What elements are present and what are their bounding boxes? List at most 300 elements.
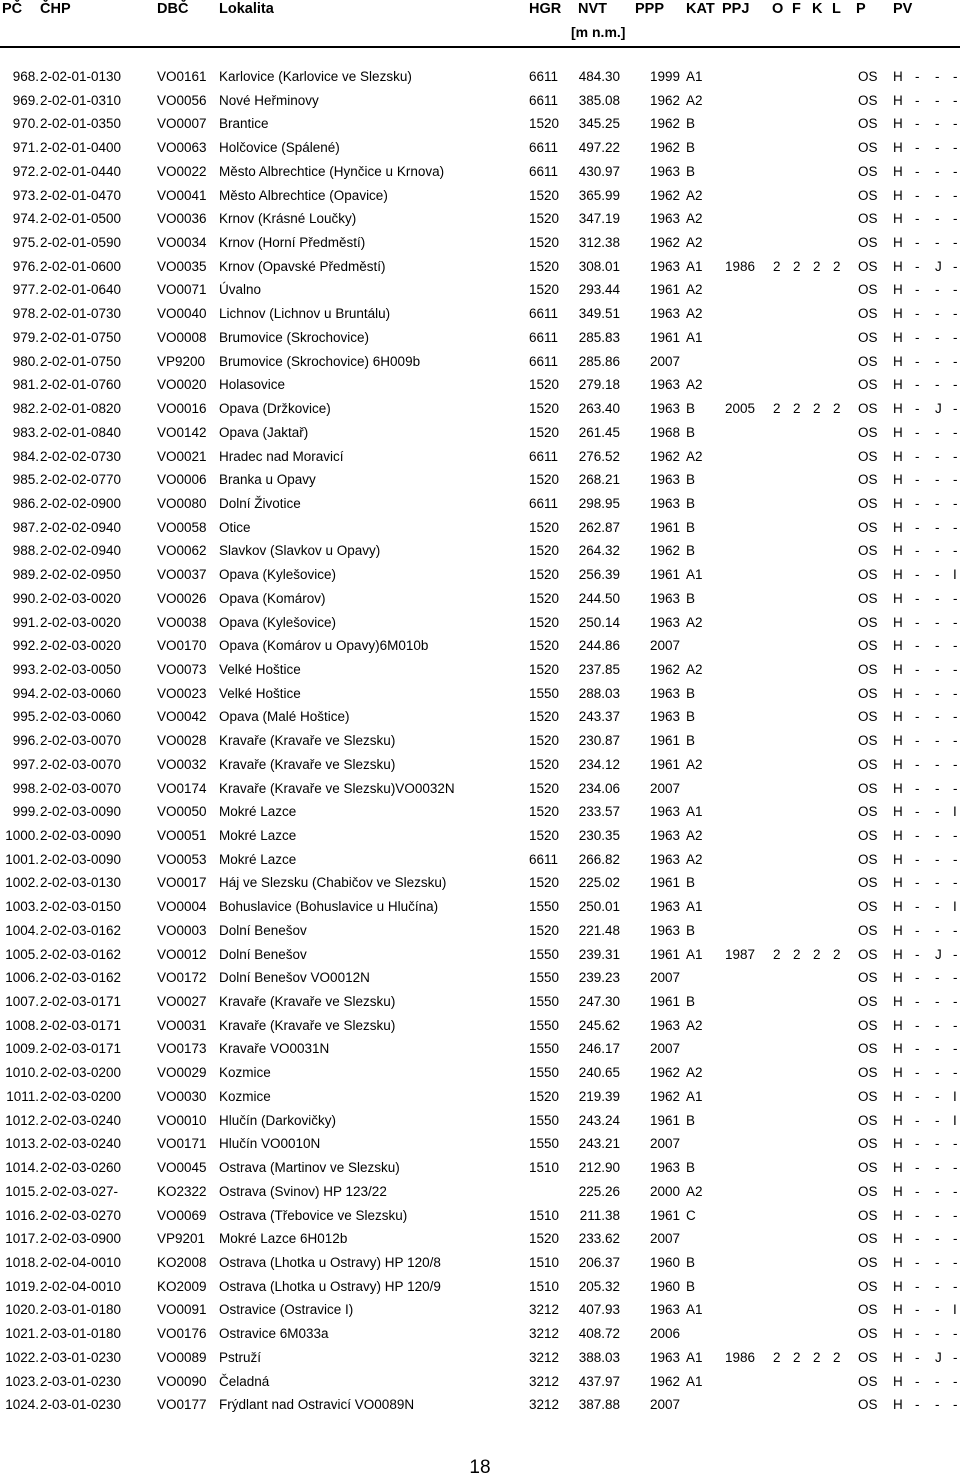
cell-flag-p: OS [858, 140, 878, 156]
cell-category: B [686, 1278, 696, 1294]
cell-altitude: 243.21 [578, 1136, 620, 1152]
cell-flag-p: OS [858, 614, 878, 630]
cell-pv-3: - [935, 519, 940, 535]
cell-category: A2 [686, 756, 703, 772]
cell-pv-2: - [915, 258, 920, 274]
cell-altitude: 298.95 [578, 495, 620, 511]
cell-locality: Ostrava (Lhotka u Ostravy) HP 120/8 [219, 1254, 441, 1270]
cell-row-number: 1009. [5, 1041, 39, 1057]
cell-pv-3: - [935, 163, 940, 179]
cell-pv-1: H [893, 733, 903, 749]
cell-pv-4: - [953, 1065, 958, 1081]
cell-pv-4: - [953, 472, 958, 488]
cell-category: A2 [686, 377, 703, 393]
cell-pv-4: - [953, 922, 958, 938]
cell-start-year: 1962 [650, 543, 681, 559]
cell-flag-p: OS [858, 685, 878, 701]
cell-pv-2: - [915, 1136, 920, 1152]
cell-start-year: 1961 [650, 733, 681, 749]
cell-start-year: 1961 [650, 756, 681, 772]
cell-pv-3: - [935, 1254, 940, 1270]
cell-category: A2 [686, 661, 703, 677]
cell-station-code: VO0030 [157, 1088, 207, 1104]
cell-pv-4: - [953, 448, 958, 464]
cell-start-year: 1962 [650, 661, 681, 677]
cell-flag-p: OS [858, 1041, 878, 1057]
cell-pv-1: H [893, 638, 903, 654]
table-row [0, 446, 960, 470]
cell-row-number: 974. [12, 211, 39, 227]
cell-hydrogeo-region: 1520 [529, 733, 560, 749]
cell-pv-3: - [935, 306, 940, 322]
cell-hydro-code: 2-02-01-0600 [40, 258, 122, 274]
header-divider [0, 46, 960, 48]
table-row [0, 778, 960, 802]
cell-category: A1 [686, 1302, 703, 1318]
cell-flag-f: 2 [793, 258, 801, 274]
cell-locality: Krnov (Horní Předměstí) [219, 235, 366, 251]
cell-hydrogeo-region: 6611 [529, 306, 559, 322]
cell-hydrogeo-region: 6611 [529, 851, 559, 867]
cell-category: A1 [686, 1373, 703, 1389]
cell-hydro-code: 2-02-03-0162 [40, 970, 122, 986]
cell-pv-2: - [915, 946, 920, 962]
cell-start-year: 1963 [650, 614, 681, 630]
cell-altitude: 233.57 [578, 804, 620, 820]
cell-start-year: 1963 [650, 922, 681, 938]
cell-flag-p: OS [858, 851, 878, 867]
table-row [0, 1086, 960, 1110]
cell-pv-4: - [953, 353, 958, 369]
cell-pv-1: H [893, 804, 903, 820]
cell-locality: Branka u Opavy [219, 472, 316, 488]
cell-pv-4: - [953, 401, 958, 417]
cell-start-year: 1962 [650, 448, 681, 464]
cell-pv-2: - [915, 472, 920, 488]
header-pc: PČ [2, 1, 23, 17]
cell-pv-4: - [953, 1254, 958, 1270]
cell-pv-1: H [893, 1183, 903, 1199]
cell-locality: Pstruží [219, 1349, 262, 1365]
cell-pv-2: - [915, 116, 920, 132]
cell-pv-3: - [935, 140, 940, 156]
cell-quality-year: 1987 [725, 946, 756, 962]
cell-pv-2: - [915, 1397, 920, 1413]
cell-pv-4: - [953, 661, 958, 677]
cell-hydrogeo-region: 1520 [529, 614, 560, 630]
cell-hydro-code: 2-02-01-0820 [40, 401, 122, 417]
cell-locality: Mokré Lazce [219, 804, 297, 820]
cell-start-year: 2007 [650, 353, 681, 369]
cell-pv-2: - [915, 401, 920, 417]
cell-hydro-code: 2-02-01-0400 [40, 140, 122, 156]
cell-locality: Ostrava (Svinov) HP 123/22 [219, 1183, 387, 1199]
cell-hydro-code: 2-02-03-0020 [40, 638, 122, 654]
cell-pv-4: I [953, 899, 957, 915]
cell-pv-2: - [915, 1041, 920, 1057]
cell-flag-p: OS [858, 495, 878, 511]
cell-pv-3: - [935, 1207, 940, 1223]
cell-row-number: 991. [12, 614, 39, 630]
cell-pv-4: - [953, 614, 958, 630]
cell-station-code: VO0023 [157, 685, 207, 701]
cell-altitude: 234.12 [578, 756, 620, 772]
cell-pv-4: - [953, 1373, 958, 1389]
cell-pv-4: I [953, 567, 957, 583]
cell-pv-3: - [935, 448, 940, 464]
data-table [0, 66, 960, 1418]
cell-altitude: 264.32 [578, 543, 620, 559]
cell-pv-1: H [893, 448, 903, 464]
cell-locality: Mokré Lazce [219, 828, 297, 843]
cell-hydro-code: 2-03-01-0230 [40, 1349, 122, 1365]
cell-row-number: 998. [12, 780, 39, 796]
cell-start-year: 1961 [650, 329, 681, 345]
cell-category: A2 [686, 1017, 703, 1033]
cell-hydrogeo-region: 1520 [529, 780, 560, 796]
cell-station-code: VO0089 [157, 1349, 207, 1365]
cell-hydro-code: 2-02-01-0750 [40, 353, 122, 369]
cell-start-year: 1963 [650, 851, 681, 867]
cell-pv-1: H [893, 1278, 903, 1294]
cell-row-number: 1021. [5, 1326, 39, 1342]
cell-pv-2: - [915, 1278, 920, 1294]
cell-flag-l: 2 [833, 401, 841, 417]
cell-row-number: 979. [12, 329, 39, 345]
cell-hydro-code: 2-02-03-0240 [40, 1136, 122, 1152]
cell-hydro-code: 2-02-02-0900 [40, 495, 122, 511]
cell-station-code: VO0037 [157, 567, 207, 583]
cell-hydrogeo-region: 1520 [529, 543, 560, 559]
cell-locality: Nové Heřminovy [219, 92, 319, 108]
cell-hydrogeo-region: 1520 [529, 1231, 560, 1247]
cell-altitude: 244.86 [578, 638, 620, 654]
table-header [0, 0, 960, 44]
cell-pv-1: H [893, 994, 903, 1010]
cell-hydrogeo-region: 1520 [529, 756, 560, 772]
cell-pv-3: - [935, 994, 940, 1010]
cell-pv-1: H [893, 211, 903, 227]
cell-pv-2: - [915, 424, 920, 440]
cell-pv-2: - [915, 92, 920, 108]
cell-flag-p: OS [858, 1136, 878, 1152]
cell-pv-3: - [935, 780, 940, 796]
cell-locality: Holasovice [219, 377, 286, 393]
cell-hydro-code: 2-02-03-0020 [40, 590, 122, 606]
cell-station-code: VO0038 [157, 614, 207, 630]
cell-category: C [686, 1207, 696, 1223]
cell-flag-o: 2 [773, 1349, 781, 1365]
cell-pv-3: - [935, 1183, 940, 1199]
cell-hydro-code: 2-02-03-0090 [40, 804, 122, 820]
cell-locality: Slavkov (Slavkov u Opavy) [219, 543, 381, 559]
cell-altitude: 230.35 [578, 828, 620, 843]
cell-pv-4: - [953, 685, 958, 701]
cell-hydrogeo-region: 1520 [529, 875, 560, 891]
table-row [0, 612, 960, 636]
cell-station-code: VO0034 [157, 235, 207, 251]
cell-altitude: 243.24 [578, 1112, 620, 1128]
cell-locality: Ostrava (Martinov ve Slezsku) [219, 1160, 400, 1176]
cell-hydrogeo-region: 6611 [529, 329, 559, 345]
cell-row-number: 980. [12, 353, 39, 369]
cell-hydro-code: 2-02-01-0640 [40, 282, 122, 298]
cell-pv-2: - [915, 1207, 920, 1223]
table-row [0, 1252, 960, 1276]
cell-hydrogeo-region: 1550 [529, 970, 560, 986]
cell-altitude: 312.38 [578, 235, 620, 251]
cell-pv-4: - [953, 1207, 958, 1223]
cell-hydrogeo-region: 1520 [529, 211, 560, 227]
cell-station-code: VO0041 [157, 187, 207, 203]
cell-locality: Velké Hoštice [219, 661, 301, 677]
cell-altitude: 244.50 [578, 590, 620, 606]
cell-category: A1 [686, 1088, 703, 1104]
cell-hydro-code: 2-02-01-0750 [40, 329, 122, 345]
table-row [0, 279, 960, 303]
cell-pv-2: - [915, 804, 920, 820]
cell-pv-1: H [893, 69, 903, 84]
cell-hydro-code: 2-03-01-0230 [40, 1373, 122, 1389]
cell-station-code: VO0028 [157, 733, 207, 749]
cell-row-number: 1010. [5, 1065, 39, 1081]
cell-row-number: 1016. [5, 1207, 39, 1223]
cell-pv-3: - [935, 1373, 940, 1389]
cell-row-number: 968. [12, 69, 39, 84]
cell-pv-4: I [953, 1088, 957, 1104]
cell-station-code: VO0051 [157, 828, 207, 843]
cell-flag-p: OS [858, 211, 878, 227]
cell-hydro-code: 2-02-01-0590 [40, 235, 122, 251]
table-row [0, 469, 960, 493]
cell-row-number: 1013. [5, 1136, 39, 1152]
cell-pv-4: I [953, 804, 957, 820]
cell-start-year: 1963 [650, 401, 681, 417]
cell-flag-l: 2 [833, 946, 841, 962]
cell-flag-p: OS [858, 116, 878, 132]
table-row [0, 1323, 960, 1347]
cell-hydrogeo-region: 1510 [529, 1160, 560, 1176]
cell-station-code: VO0003 [157, 922, 207, 938]
cell-locality: Hradec nad Moravicí [219, 448, 344, 464]
cell-pv-3: - [935, 922, 940, 938]
table-row [0, 232, 960, 256]
cell-pv-1: H [893, 187, 903, 203]
cell-station-code: VO0080 [157, 495, 207, 511]
cell-altitude: 243.37 [578, 709, 620, 725]
cell-flag-k: 2 [813, 946, 821, 962]
cell-pv-4: - [953, 638, 958, 654]
cell-pv-4: - [953, 1183, 958, 1199]
table-row [0, 920, 960, 944]
cell-station-code: VO0056 [157, 92, 207, 108]
cell-pv-3: - [935, 543, 940, 559]
cell-altitude: 385.08 [578, 92, 620, 108]
table-row [0, 896, 960, 920]
cell-pv-1: H [893, 329, 903, 345]
cell-hydro-code: 2-03-01-0180 [40, 1302, 122, 1318]
table-row [0, 1228, 960, 1252]
cell-locality: Háj ve Slezsku (Chabičov ve Slezsku) [219, 875, 447, 891]
cell-hydrogeo-region: 6611 [529, 140, 559, 156]
cell-station-code: VO0040 [157, 306, 207, 322]
cell-locality: Hlučín (Darkovičky) [219, 1112, 337, 1128]
cell-start-year: 1963 [650, 1017, 681, 1033]
cell-start-year: 1961 [650, 1207, 681, 1223]
cell-locality: Brumovice (Skrochovice) [219, 329, 370, 345]
table-row [0, 635, 960, 659]
cell-locality: Brumovice (Skrochovice) 6H009b [219, 353, 421, 369]
cell-row-number: 978. [12, 306, 39, 322]
cell-hydrogeo-region: 6611 [529, 92, 559, 108]
cell-flag-p: OS [858, 519, 878, 535]
cell-category: A1 [686, 946, 703, 962]
cell-hydro-code: 2-02-01-0500 [40, 211, 122, 227]
cell-quality-year: 2005 [725, 401, 756, 417]
cell-hydrogeo-region: 1510 [529, 1254, 560, 1270]
cell-locality: Opava (Kylešovice) [219, 614, 337, 630]
cell-station-code: VO0032 [157, 756, 207, 772]
cell-altitude: 345.25 [578, 116, 620, 132]
table-row [0, 588, 960, 612]
cell-category: A2 [686, 282, 703, 298]
cell-pv-4: - [953, 424, 958, 440]
cell-category: B [686, 685, 696, 701]
page-number: 18 [469, 1457, 491, 1478]
cell-altitude: 288.03 [578, 685, 620, 701]
cell-pv-4: - [953, 1017, 958, 1033]
header-nvt: NVT [578, 1, 607, 17]
cell-pv-1: H [893, 780, 903, 796]
header-ppj: PPJ [722, 1, 750, 17]
cell-altitude: 388.03 [578, 1349, 620, 1365]
cell-pv-1: H [893, 1326, 903, 1342]
cell-pv-3: - [935, 851, 940, 867]
cell-category: A2 [686, 187, 703, 203]
cell-start-year: 2007 [650, 1397, 681, 1413]
table-row [0, 801, 960, 825]
header-p: P [856, 1, 866, 17]
cell-station-code: VO0045 [157, 1160, 207, 1176]
cell-hydro-code: 2-02-01-0310 [40, 92, 122, 108]
cell-locality: Dolní Benešov [219, 946, 307, 962]
cell-hydrogeo-region: 6611 [529, 495, 559, 511]
cell-hydrogeo-region: 1550 [529, 1136, 560, 1152]
table-row [0, 683, 960, 707]
cell-pv-1: H [893, 1112, 903, 1128]
cell-pv-2: - [915, 140, 920, 156]
cell-hydro-code: 2-02-03-0090 [40, 828, 122, 843]
cell-pv-2: - [915, 211, 920, 227]
table-row [0, 967, 960, 991]
cell-start-year: 1999 [650, 69, 681, 84]
cell-hydrogeo-region: 3212 [529, 1397, 560, 1413]
cell-flag-p: OS [858, 1207, 878, 1223]
cell-pv-3: - [935, 709, 940, 725]
cell-pv-3: - [935, 804, 940, 820]
cell-locality: Ostravice (Ostravice I) [219, 1302, 354, 1318]
cell-row-number: 1011. [6, 1088, 39, 1104]
cell-pv-1: H [893, 543, 903, 559]
cell-locality: Kozmice [219, 1065, 271, 1081]
cell-category: A2 [686, 448, 703, 464]
cell-pv-1: H [893, 163, 903, 179]
cell-locality: Brantice [219, 116, 269, 132]
cell-flag-o: 2 [773, 946, 781, 962]
cell-pv-3: - [935, 495, 940, 511]
table-row [0, 849, 960, 873]
cell-category: A1 [686, 567, 703, 583]
cell-pv-2: - [915, 1160, 920, 1176]
cell-pv-3: - [935, 638, 940, 654]
cell-start-year: 1963 [650, 804, 681, 820]
cell-row-number: 981. [12, 377, 39, 393]
cell-flag-p: OS [858, 187, 878, 203]
cell-locality: Hlučín VO0010N [219, 1136, 321, 1152]
cell-pv-4: - [953, 306, 958, 322]
cell-locality: Frýdlant nad Ostravicí VO0089N [219, 1397, 415, 1413]
cell-pv-1: H [893, 519, 903, 535]
cell-pv-1: H [893, 756, 903, 772]
cell-start-year: 1963 [650, 685, 681, 701]
cell-flag-f: 2 [793, 1349, 801, 1365]
cell-hydrogeo-region: 3212 [529, 1326, 560, 1342]
cell-hydro-code: 2-03-01-0230 [40, 1397, 122, 1413]
cell-hydro-code: 2-02-01-0730 [40, 306, 122, 322]
cell-flag-p: OS [858, 567, 878, 583]
cell-locality: Dolní Benešov VO0012N [219, 970, 370, 986]
cell-start-year: 1963 [650, 495, 681, 511]
cell-pv-4: - [953, 1278, 958, 1294]
cell-row-number: 1024. [5, 1397, 39, 1413]
cell-flag-p: OS [858, 235, 878, 251]
cell-row-number: 986. [12, 495, 39, 511]
cell-flag-p: OS [858, 1183, 878, 1199]
cell-locality: Krnov (Krásné Loučky) [219, 211, 357, 227]
table-row [0, 1038, 960, 1062]
cell-altitude: 250.14 [578, 614, 620, 630]
cell-station-code: VO0062 [157, 543, 207, 559]
cell-flag-p: OS [858, 899, 878, 915]
cell-locality: Karlovice (Karlovice ve Slezsku) [219, 69, 412, 84]
cell-flag-k: 2 [813, 401, 821, 417]
cell-row-number: 997. [12, 756, 39, 772]
table-row [0, 1181, 960, 1205]
cell-start-year: 1962 [650, 116, 681, 132]
cell-pv-2: - [915, 1065, 920, 1081]
cell-start-year: 1961 [650, 1112, 681, 1128]
cell-start-year: 1963 [650, 211, 681, 227]
cell-start-year: 1962 [650, 92, 681, 108]
cell-pv-4: - [953, 1326, 958, 1342]
cell-start-year: 1961 [650, 519, 681, 535]
cell-hydrogeo-region: 1550 [529, 994, 560, 1010]
cell-category: B [686, 1254, 696, 1270]
cell-flag-p: OS [858, 756, 878, 772]
cell-altitude: 256.39 [578, 567, 620, 583]
cell-locality: Kravaře VO0031N [219, 1041, 330, 1057]
cell-pv-4: - [953, 851, 958, 867]
cell-altitude: 239.31 [578, 946, 620, 962]
cell-row-number: 1001. [5, 851, 39, 867]
cell-locality: Krnov (Opavské Předměstí) [219, 258, 386, 274]
cell-pv-3: - [935, 875, 940, 891]
cell-pv-3: - [935, 614, 940, 630]
cell-station-code: VO0007 [157, 116, 207, 132]
header-dbc: DBČ [157, 1, 189, 17]
table-row [0, 185, 960, 209]
cell-altitude: 266.82 [578, 851, 620, 867]
